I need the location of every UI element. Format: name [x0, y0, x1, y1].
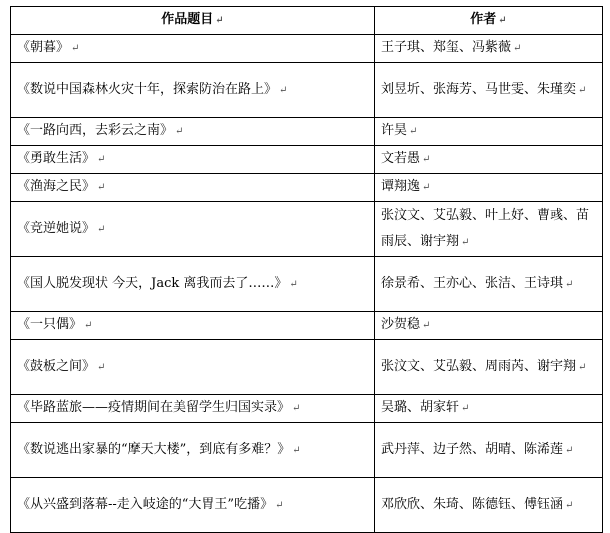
- work-title: 《从兴盛到落幕--走入岐途的“大胃王”吃播》 ↵: [11, 478, 375, 533]
- work-authors: 刘昱圻、张海芳、马世雯、朱瑾奕 ↵: [375, 63, 603, 118]
- header-row: [11, 7, 603, 35]
- work-title: 《一路向西，去彩云之南》 ↵: [11, 118, 375, 146]
- table-row: [11, 423, 603, 478]
- work-title: 《勇敢生活》 ↵: [11, 146, 375, 174]
- work-authors: 沙贺稳 ↵: [375, 312, 603, 340]
- table-row: [11, 202, 603, 257]
- table-row: [11, 340, 603, 395]
- header-title: 作品题目 ↵: [11, 7, 375, 35]
- header-authors: 作者 ↵: [375, 7, 603, 35]
- work-title: 《竞逆她说》 ↵: [11, 202, 375, 257]
- table-row: [11, 312, 603, 340]
- work-authors: 许昊 ↵: [375, 118, 603, 146]
- table-row: [11, 257, 603, 312]
- work-title: 《一只偶》 ↵: [11, 312, 375, 340]
- work-title: 《鼓板之间》 ↵: [11, 340, 375, 395]
- work-authors: 邓欣欣、朱琦、陈德钰、傅钰涵 ↵: [375, 478, 603, 533]
- work-title: 《数说逃出家暴的“摩天大楼”，到底有多难？》 ↵: [11, 423, 375, 478]
- work-authors: 徐景希、王亦心、张洁、王诗琪 ↵: [375, 257, 603, 312]
- table-row: [11, 35, 603, 63]
- work-title: 《数说中国森林火灾十年，探索防治在路上》 ↵: [11, 63, 375, 118]
- table-row: [11, 118, 603, 146]
- work-title: 《国人脱发现状 今天，Jack 离我而去了……》 ↵: [11, 257, 375, 312]
- table-row: [11, 174, 603, 202]
- table-row: [11, 478, 603, 533]
- work-title: 《朝暮》 ↵: [11, 35, 375, 63]
- works-table: [10, 6, 603, 533]
- work-authors: 张汶文、艾弘毅、叶上妤、曹彧、苗雨辰、谢宇翔 ↵: [375, 202, 603, 257]
- work-authors: 吴璐、胡家轩 ↵: [375, 395, 603, 423]
- table-row: [11, 395, 603, 423]
- work-authors: 文若愚 ↵: [375, 146, 603, 174]
- work-title: 《渔海之民》 ↵: [11, 174, 375, 202]
- work-authors: 王子琪、郑玺、冯紫薇 ↵: [375, 35, 603, 63]
- table-row: [11, 146, 603, 174]
- work-authors: 张汶文、艾弘毅、周雨芮、谢宇翔 ↵: [375, 340, 603, 395]
- work-authors: 武丹萍、边子然、胡晴、陈浠莲 ↵: [375, 423, 603, 478]
- work-authors: 谭翔逸 ↵: [375, 174, 603, 202]
- work-title: 《毕路蓝旅——疫情期间在美留学生归国实录》 ↵: [11, 395, 375, 423]
- table-row: [11, 63, 603, 118]
